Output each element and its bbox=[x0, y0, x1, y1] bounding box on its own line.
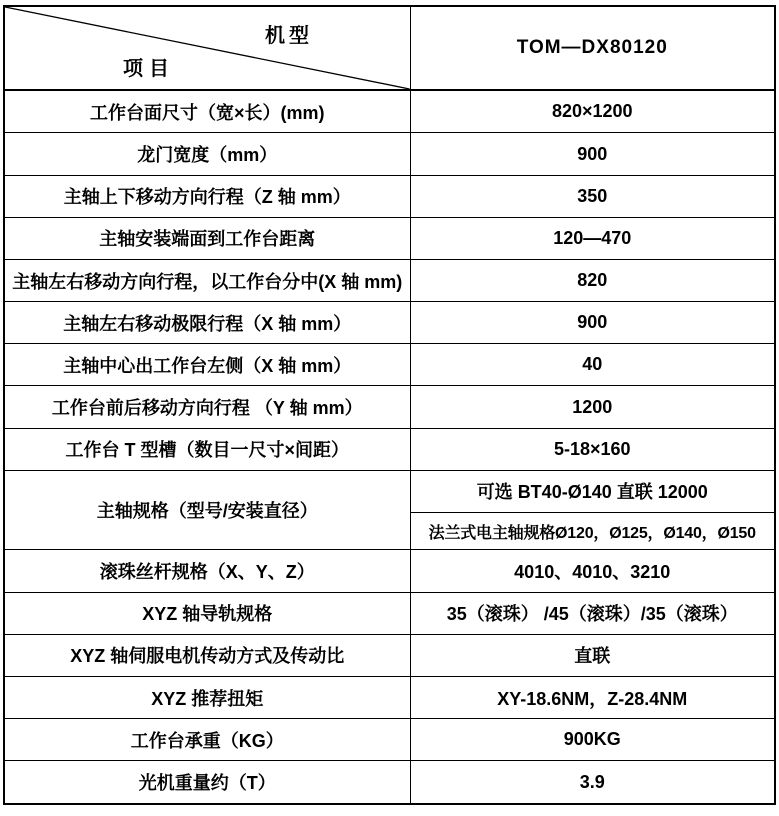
spec-label: 主轴上下移动方向行程（Z 轴 mm） bbox=[4, 175, 410, 217]
spec-value: 900 bbox=[410, 133, 775, 175]
table-row bbox=[4, 259, 775, 301]
spec-label: 工作台面尺寸（宽×长）(mm) bbox=[4, 90, 410, 133]
spec-value-spindle-option-1: 可选 BT40-Ø140 直联 12000 bbox=[410, 470, 775, 512]
spec-value: 900KG bbox=[410, 719, 775, 761]
table-row bbox=[4, 344, 775, 386]
header-diagonal-cell bbox=[4, 6, 410, 90]
table-row bbox=[4, 133, 775, 175]
spec-value: 35（滚珠） /45（滚珠）/35（滚珠） bbox=[410, 592, 775, 634]
spec-label: 主轴左右移动极限行程（X 轴 mm） bbox=[4, 302, 410, 344]
spec-value: 820×1200 bbox=[410, 90, 775, 133]
table-row bbox=[4, 719, 775, 761]
spec-label: 滚珠丝杆规格（X、Y、Z） bbox=[4, 550, 410, 592]
spec-value: 直联 bbox=[410, 634, 775, 676]
spec-value: 120—470 bbox=[410, 217, 775, 259]
spec-label: XYZ 推荐扭矩 bbox=[4, 677, 410, 719]
table-row bbox=[4, 217, 775, 259]
model-name: TOM—DX80120 bbox=[410, 6, 775, 90]
spec-label: 主轴左右移动方向行程，以工作台分中(X 轴 mm) bbox=[4, 259, 410, 301]
spec-label: XYZ 轴导轨规格 bbox=[4, 592, 410, 634]
spec-label: 工作台承重（KG） bbox=[4, 719, 410, 761]
table-row bbox=[4, 677, 775, 719]
diagonal-divider-line bbox=[5, 7, 410, 89]
table-row bbox=[4, 592, 775, 634]
header-row bbox=[4, 6, 775, 90]
spec-value: 5-18×160 bbox=[410, 428, 775, 470]
spec-value: 820 bbox=[410, 259, 775, 301]
spec-value: 40 bbox=[410, 344, 775, 386]
spec-label: 主轴安装端面到工作台距离 bbox=[4, 217, 410, 259]
header-item-axis-label: 项目 bbox=[123, 58, 175, 80]
table-row bbox=[4, 302, 775, 344]
spec-value-spindle-option-2: 法兰式电主轴规格Ø120，Ø125，Ø140，Ø150 bbox=[410, 513, 775, 550]
table-row bbox=[4, 175, 775, 217]
spec-value: 350 bbox=[410, 175, 775, 217]
spec-value: XY-18.6NM，Z-28.4NM bbox=[410, 677, 775, 719]
table-row bbox=[4, 90, 775, 133]
spec-label: 工作台前后移动方向行程 （Y 轴 mm） bbox=[4, 386, 410, 428]
table-row bbox=[4, 386, 775, 428]
spec-value: 1200 bbox=[410, 386, 775, 428]
machine-spec-table bbox=[3, 5, 776, 805]
spec-label: 工作台 T 型槽（数目一尺寸×间距） bbox=[4, 428, 410, 470]
spec-label: 主轴中心出工作台左侧（X 轴 mm） bbox=[4, 344, 410, 386]
spec-value: 900 bbox=[410, 302, 775, 344]
spec-label-spindle-spec: 主轴规格（型号/安装直径） bbox=[4, 470, 410, 550]
header-model-axis-label: 机型 bbox=[265, 25, 313, 47]
table-row bbox=[4, 634, 775, 676]
table-row bbox=[4, 428, 775, 470]
spec-label: 光机重量约（T） bbox=[4, 761, 410, 804]
spec-label: XYZ 轴伺服电机传动方式及传动比 bbox=[4, 634, 410, 676]
table-row bbox=[4, 550, 775, 592]
table-row bbox=[4, 470, 775, 512]
table-row bbox=[4, 761, 775, 804]
spec-label: 龙门宽度（mm） bbox=[4, 133, 410, 175]
spec-value: 4010、4010、3210 bbox=[410, 550, 775, 592]
spec-value: 3.9 bbox=[410, 761, 775, 804]
